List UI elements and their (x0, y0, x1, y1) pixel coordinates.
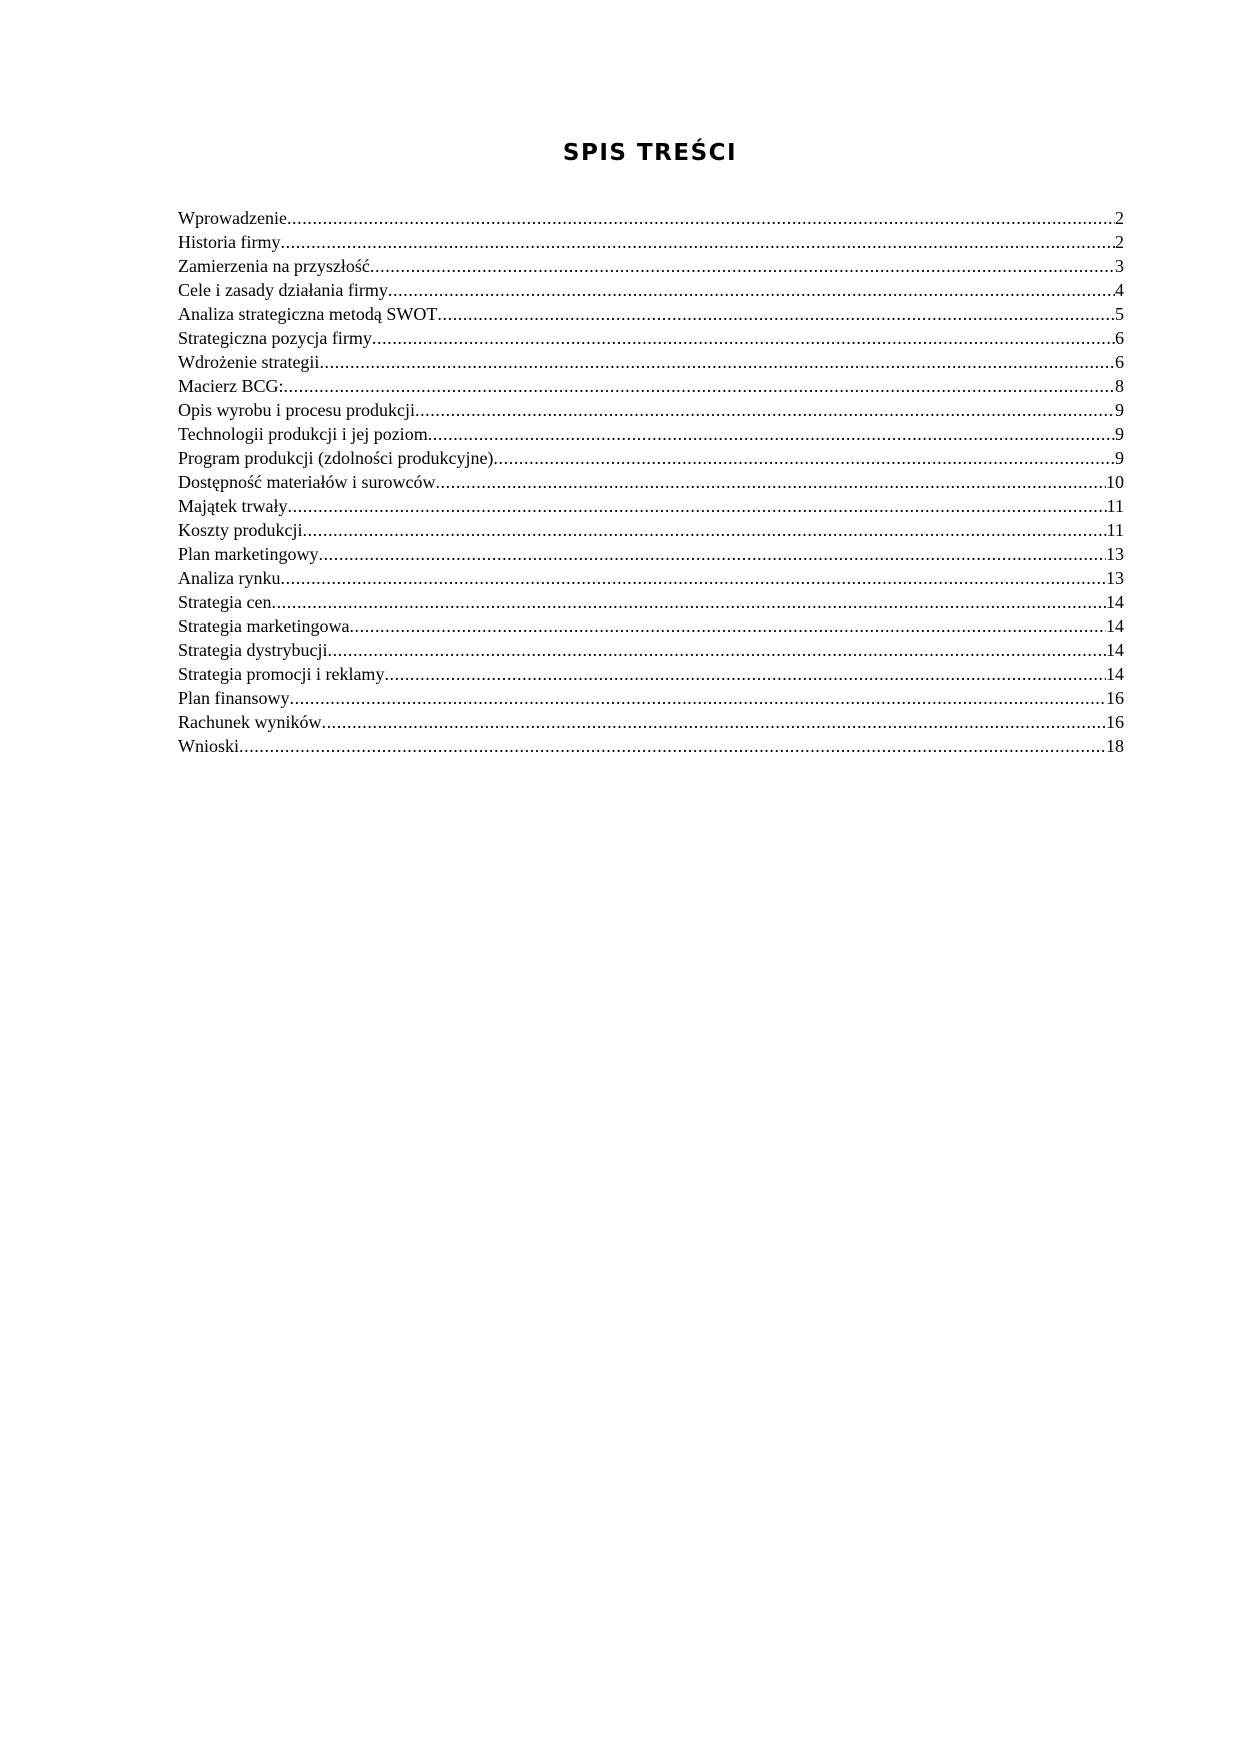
toc-entry-label: Strategiczna pozycja firmy (178, 328, 372, 348)
toc-entry-page: 6 (1115, 352, 1124, 372)
toc-entry-zamierzenia[interactable] (178, 254, 1124, 278)
toc-dot-leader (283, 374, 1115, 398)
toc-dot-leader (327, 638, 1106, 662)
toc-entry-page: 9 (1115, 424, 1124, 444)
toc-entry-page: 4 (1115, 280, 1124, 300)
toc-entry-page: 9 (1115, 448, 1124, 468)
toc-entry-label: Wprowadzenie (178, 208, 287, 228)
toc-entry-label: Wnioski (178, 736, 239, 756)
toc-title: SPIS TREŚCI (562, 140, 738, 166)
toc-entry-label: Plan marketingowy (178, 544, 319, 564)
toc-entry-page: 13 (1106, 544, 1124, 564)
toc-entry-label: Wdrożenie strategii (178, 352, 320, 372)
toc-dot-leader (372, 326, 1115, 350)
toc-entry-label: Strategia cen (178, 592, 272, 612)
toc-entry-cele-i-zasady[interactable] (178, 278, 1124, 302)
toc-dot-leader (287, 206, 1115, 230)
toc-entry-strategia-promocji[interactable] (178, 662, 1124, 686)
toc-dot-leader (435, 470, 1106, 494)
toc-entry-wdrozenie-strategii[interactable] (178, 350, 1124, 374)
toc-entry-page: 18 (1106, 736, 1124, 756)
toc-entry-plan-marketingowy[interactable] (178, 542, 1124, 566)
toc-dot-leader (415, 398, 1115, 422)
toc-entry-label: Technologii produkcji i jej poziom (178, 424, 428, 444)
toc-entry-page: 16 (1106, 712, 1124, 732)
toc-entry-page: 14 (1106, 616, 1124, 636)
toc-entry-label: Historia firmy (178, 232, 281, 252)
toc-entry-label: Program produkcji (zdolności produkcyjne) (178, 448, 494, 468)
toc-entry-koszty-produkcji[interactable] (178, 518, 1124, 542)
toc-entry-page: 3 (1115, 256, 1124, 276)
toc-entry-page: 5 (1115, 304, 1124, 324)
toc-entry-page: 16 (1106, 688, 1124, 708)
toc-dot-leader (318, 542, 1106, 566)
toc-dot-leader (319, 350, 1115, 374)
toc-entry-label: Koszty produkcji (178, 520, 303, 540)
toc-entry-technologii-produkcji[interactable] (178, 422, 1124, 446)
toc-entry-label: Cele i zasady działania firmy (178, 280, 388, 300)
toc-entry-label: Macierz BCG: (178, 376, 284, 396)
toc-entry-wnioski[interactable] (178, 734, 1124, 758)
toc-entry-page: 2 (1115, 208, 1124, 228)
toc-entry-label: Strategia dystrybucji (178, 640, 328, 660)
toc-dot-leader (280, 230, 1115, 254)
toc-entry-opis-wyrobu[interactable] (178, 398, 1124, 422)
toc-dot-leader (239, 734, 1106, 758)
toc-dot-leader (384, 662, 1106, 686)
toc-entry-label: Opis wyrobu i procesu produkcji (178, 400, 415, 420)
toc-entry-page: 14 (1106, 592, 1124, 612)
toc-entry-page: 13 (1106, 568, 1124, 588)
toc-entry-page: 14 (1106, 664, 1124, 684)
toc-entry-page: 11 (1106, 520, 1124, 540)
toc-entry-majatek-trwaly[interactable] (178, 494, 1124, 518)
toc-entry-strategia-cen[interactable] (178, 590, 1124, 614)
toc-entry-historia-firmy[interactable] (178, 230, 1124, 254)
toc-dot-leader (437, 302, 1115, 326)
toc-dot-leader (321, 710, 1106, 734)
toc-dot-leader (493, 446, 1115, 470)
toc-entry-analiza-rynku[interactable] (178, 566, 1124, 590)
toc-entry-analiza-swot[interactable] (178, 302, 1124, 326)
toc-entry-label: Analiza strategiczna metodą SWOT (178, 304, 438, 324)
toc-entry-rachunek-wynikow[interactable] (178, 710, 1124, 734)
toc-dot-leader (388, 278, 1115, 302)
toc-entry-label: Majątek trwały (178, 496, 288, 516)
toc-entry-page: 2 (1115, 232, 1124, 252)
toc-dot-leader (302, 518, 1106, 542)
toc-dot-leader (428, 422, 1115, 446)
toc-entry-label: Dostępność materiałów i surowców (178, 472, 436, 492)
toc-entry-label: Analiza rynku (178, 568, 281, 588)
toc-entry-page: 10 (1106, 472, 1124, 492)
toc-entry-strategia-marketingowa[interactable] (178, 614, 1124, 638)
toc-entry-macierz-bcg[interactable] (178, 374, 1124, 398)
toc-entry-page: 14 (1106, 640, 1124, 660)
toc-dot-leader (290, 686, 1107, 710)
toc-entry-label: Zamierzenia na przyszłość (178, 256, 370, 276)
toc-dot-leader (280, 566, 1106, 590)
toc-entry-label: Strategia marketingowa (178, 616, 350, 636)
toc-dot-leader (271, 590, 1106, 614)
toc-entry-pozycja-firmy[interactable] (178, 326, 1124, 350)
toc-dot-leader (370, 254, 1115, 278)
toc-entry-program-produkcji[interactable] (178, 446, 1124, 470)
toc-entry-label: Strategia promocji i reklamy (178, 664, 385, 684)
toc-entry-label: Plan finansowy (178, 688, 290, 708)
toc-entry-label: Rachunek wyników (178, 712, 322, 732)
table-of-contents (178, 206, 1124, 758)
toc-dot-leader (349, 614, 1106, 638)
toc-dot-leader (287, 494, 1106, 518)
toc-entry-page: 8 (1115, 376, 1124, 396)
toc-entry-page: 9 (1115, 400, 1124, 420)
toc-entry-dostepnosc-materialow[interactable] (178, 470, 1124, 494)
toc-entry-strategia-dystrybucji[interactable] (178, 638, 1124, 662)
toc-entry-page: 11 (1106, 496, 1124, 516)
toc-entry-plan-finansowy[interactable] (178, 686, 1124, 710)
toc-entry-page: 6 (1115, 328, 1124, 348)
toc-entry-wprowadzenie[interactable] (178, 206, 1124, 230)
